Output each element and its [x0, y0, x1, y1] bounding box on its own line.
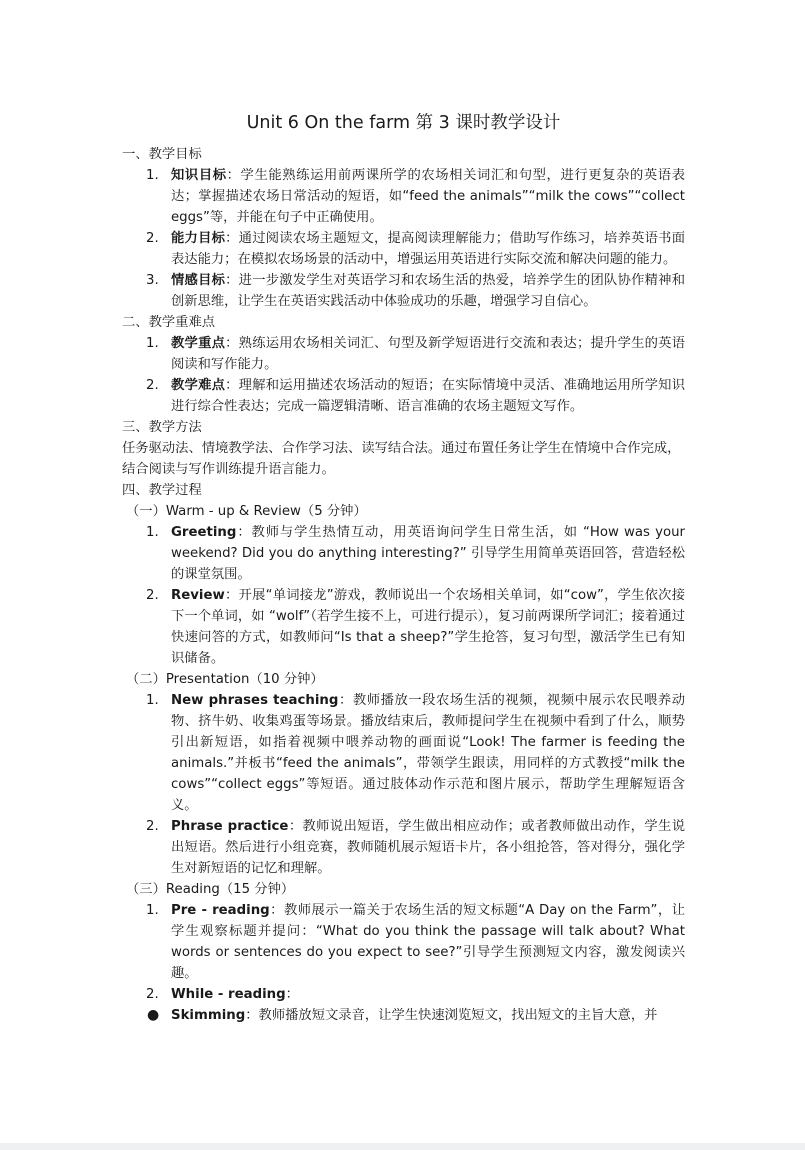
item-label: Phrase practice — [171, 819, 289, 834]
subsection-heading-reading: （三）Reading（15 分钟） — [126, 882, 295, 897]
list-item — [122, 165, 685, 228]
item-label: 情感目标 — [171, 273, 226, 288]
item-number: 2. — [146, 231, 159, 246]
item-label: While - reading — [171, 987, 286, 1002]
item-text: ：熟练运用农场相关词汇、句型及新学短语进行交流和表达；提升学生的英语阅读和写作能力。 — [171, 336, 686, 372]
list-item — [122, 816, 685, 879]
item-number: 1. — [146, 903, 159, 918]
item-number: 1. — [146, 693, 159, 708]
bullet-item — [122, 1005, 685, 1026]
list-item — [122, 228, 685, 270]
list-item — [122, 984, 685, 1005]
item-number: 2. — [146, 987, 159, 1002]
item-label: Pre - reading — [171, 903, 270, 918]
objectives-list — [122, 165, 685, 312]
item-label: Review — [171, 588, 225, 603]
item-label: 教学重点 — [171, 336, 226, 351]
bullet-dot-icon: ● — [147, 1007, 160, 1023]
page-title: Unit 6 On the farm 第 3 课时教学设计 — [246, 113, 561, 133]
warmup-list — [122, 522, 685, 669]
item-label: 知识目标 — [171, 168, 227, 183]
list-item — [122, 690, 685, 816]
item-number: 2. — [146, 588, 159, 603]
item-text: ： — [285, 987, 299, 1002]
subsection-heading-warmup: （一）Warm - up & Review（5 分钟） — [126, 504, 367, 519]
item-text: ：教师展示一篇关于农场生活的短文标题“A Day on the Farm”，让学生观察标题并提问：“What do you think the passage will talk about? What words or sentences do you expect to see?”引导学生预测短文内容，激发阅读兴趣。 — [171, 903, 685, 981]
item-label: Greeting — [171, 525, 237, 540]
section-heading-key-points: 二、教学重难点 — [122, 315, 216, 330]
key-points-list — [122, 333, 685, 417]
item-text: ：教师与学生热情互动，用英语询问学生日常生活，如 “How was your weekend? Did you do anything interesting?” 引导学生用简单英语回答，营造轻松的课堂氛围。 — [171, 525, 685, 582]
item-label: New phrases teaching — [171, 693, 339, 708]
item-text: ：学生能熟练运用前两课所学的农场相关词汇和句型，进行更复杂的英语表达；掌握描述农场日常活动的短语，如“feed the animals”“milk the cows”“collect eggs”等，并能在句子中正确使用。 — [171, 168, 686, 225]
list-item — [122, 900, 685, 984]
reading-bullet-list — [122, 1005, 685, 1026]
item-text: ：教师播放一段农场生活的视频，视频中展示农民喂养动物、挤牛奶、收集鸡蛋等场景。播放结束后，教师提问学生在视频中看到了什么，顺势引出新短语，如指着视频中喂养动物的画面说“Look! The farmer is feeding the animals.”并板书“feed the animals”，带领学生跟读，用同样的方式教授“milk the cows”“collect eggs”等短语。通过肢体动作示范和图片展示，帮助学生理解短语含义。 — [171, 693, 685, 813]
methods-paragraph: 任务驱动法、情境教学法、合作学习法、读写结合法。通过布置任务让学生在情境中合作完成，结合阅读与写作训练提升语言能力。 — [122, 441, 681, 477]
list-item — [122, 270, 685, 312]
list-item — [122, 333, 685, 375]
list-item — [122, 585, 685, 669]
item-number: 2. — [146, 819, 159, 834]
page-bottom-edge — [0, 1143, 805, 1150]
list-item — [122, 522, 685, 585]
section-heading-methods: 三、教学方法 — [122, 420, 202, 435]
item-number: 3. — [146, 273, 159, 288]
section-heading-objectives: 一、教学目标 — [122, 147, 202, 162]
item-text: ：教师说出短语，学生做出相应动作；或者教师做出动作，学生说出短语。然后进行小组竞赛，教师随机展示短语卡片，各小组抢答，答对得分，强化学生对新短语的记忆和理解。 — [171, 819, 685, 876]
reading-list — [122, 900, 685, 1005]
item-label: Skimming — [171, 1008, 246, 1023]
item-number: 1. — [146, 525, 159, 540]
section-heading-process: 四、教学过程 — [122, 483, 202, 498]
presentation-list — [122, 690, 685, 879]
item-text: ：开展“单词接龙”游戏，教师说出一个农场相关单词，如“cow”，学生依次接下一个单词，如 “wolf”（若学生接不上，可进行提示），复习前两课所学词汇；接着通过快速问答的方式，如教师问“Is that a sheep?”学生抢答，复习句型，激活学生已有知识储备。 — [171, 588, 685, 666]
item-number: 1. — [146, 336, 159, 351]
item-number: 1. — [146, 168, 159, 183]
item-text: ：理解和运用描述农场活动的短语；在实际情境中灵活、准确地运用所学知识进行综合性表达；完成一篇逻辑清晰、语言准确的农场主题短文写作。 — [171, 378, 686, 414]
item-label: 能力目标 — [171, 231, 226, 246]
subsection-heading-presentation: （二）Presentation（10 分钟） — [126, 672, 324, 687]
item-number: 2. — [146, 378, 159, 393]
list-item — [122, 375, 685, 417]
item-text: ：通过阅读农场主题短文，提高阅读理解能力；借助写作练习，培养英语书面表达能力；在模拟农场场景的活动中，增强运用英语进行实际交流和解决问题的能力。 — [171, 231, 686, 267]
item-label: 教学难点 — [171, 378, 226, 393]
item-text: ：教师播放短文录音，让学生快速浏览短文，找出短文的主旨大意，并 — [245, 1008, 658, 1023]
item-text: ：进一步激发学生对英语学习和农场生活的热爱，培养学生的团队协作精神和创新思维，让学生在英语实践活动中体验成功的乐趣，增强学习自信心。 — [171, 273, 686, 309]
